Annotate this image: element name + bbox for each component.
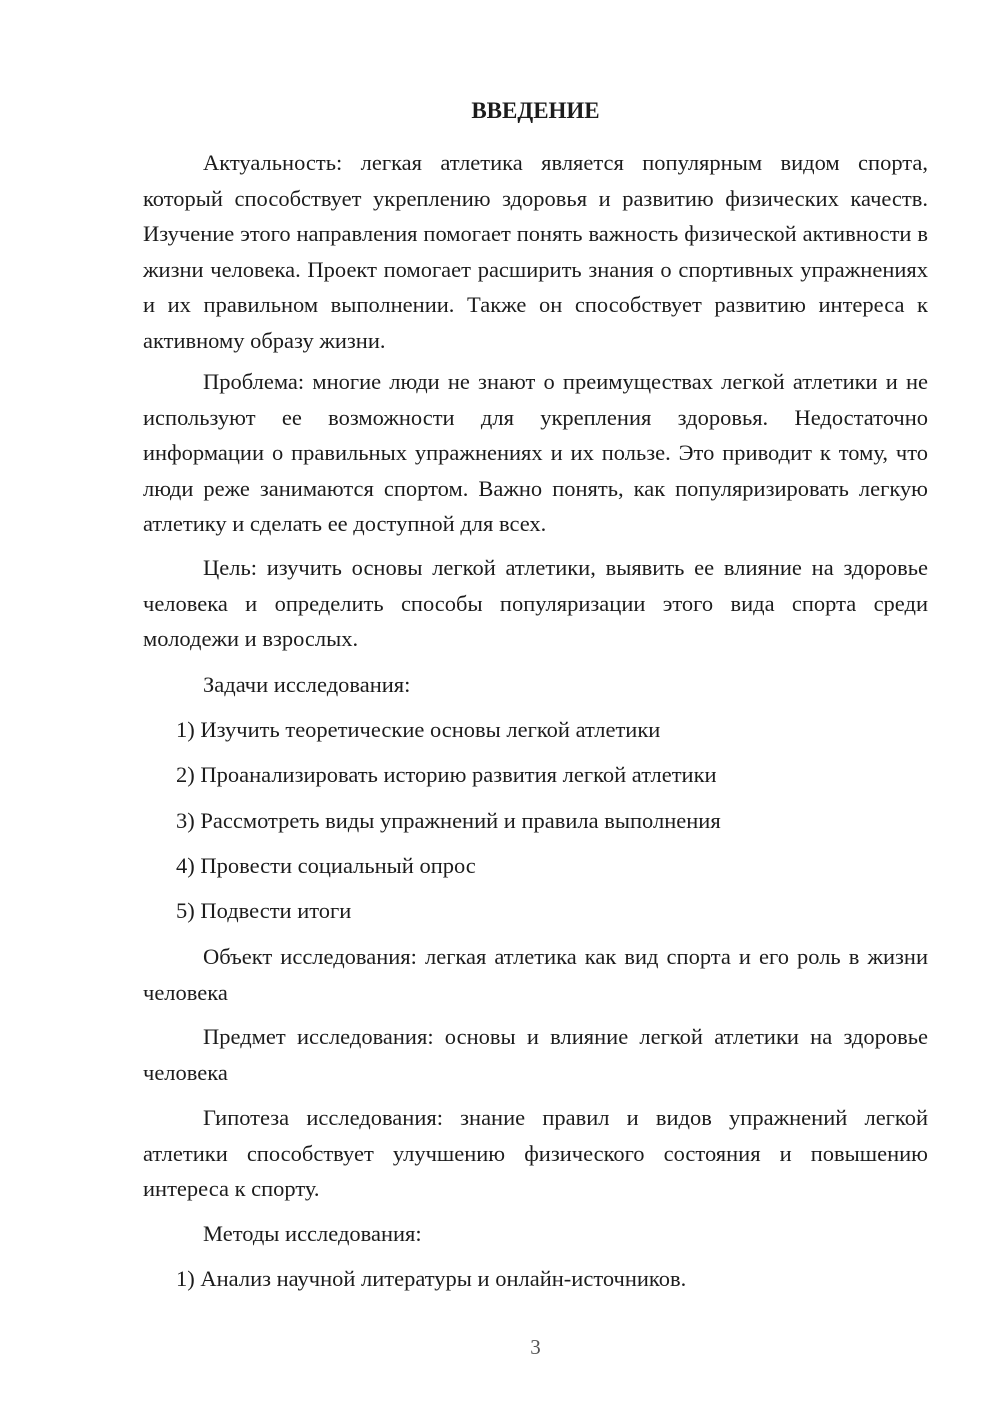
tasks-heading: Задачи исследования: (203, 672, 411, 697)
methods-heading: Методы исследования: (203, 1221, 422, 1246)
task-item: 1) Изучить теоретические основы легкой атлетики (176, 717, 661, 742)
page-number: 3 (530, 1335, 541, 1359)
page-title: ВВЕДЕНИЕ (471, 98, 600, 123)
paragraph-goal: Цель: изучить основы легкой атлетики, выявить ее влияние на здоровье человека и определить способы популяризации этого вида спорта среди молодежи и взрослых. (143, 555, 928, 651)
paragraph-relevance: Актуальность: легкая атлетика является популярным видом спорта, который способствует укреплению здоровья и развитию физических качеств. Изучение этого направления помогает понять важность физической активности в жизни человека. Проект помогает расширить знания о спортивных упражнениях и их правильном выполнении. Также он способствует развитию интереса к активному образу жизни. (143, 150, 928, 353)
task-item: 5) Подвести итоги (176, 898, 352, 923)
task-item: 4) Провести социальный опрос (176, 853, 476, 878)
task-item: 2) Проанализировать историю развития легкой атлетики (176, 762, 717, 787)
task-item: 3) Рассмотреть виды упражнений и правила выполнения (176, 808, 721, 833)
paragraph-hypothesis: Гипотеза исследования: знание правил и видов упражнений легкой атлетики способствует улучшению физического состояния и повышению интереса к спорту. (143, 1105, 928, 1201)
paragraph-subject: Предмет исследования: основы и влияние легкой атлетики на здоровье человека (143, 1024, 928, 1085)
paragraph-problem: Проблема: многие люди не знают о преимуществах легкой атлетики и не используют ее возможности для укрепления здоровья. Недостаточно информации о правильных упражнениях и их пользе. Это приводит к тому, что люди реже занимаются спортом. Важно понять, как популяризировать легкую атлетику и сделать ее доступной для всех. (143, 369, 928, 536)
method-item: 1) Анализ научной литературы и онлайн-источников. (176, 1266, 687, 1291)
paragraph-object: Объект исследования: легкая атлетика как вид спорта и его роль в жизни человека (143, 944, 928, 1005)
document-page (143, 0, 928, 1414)
